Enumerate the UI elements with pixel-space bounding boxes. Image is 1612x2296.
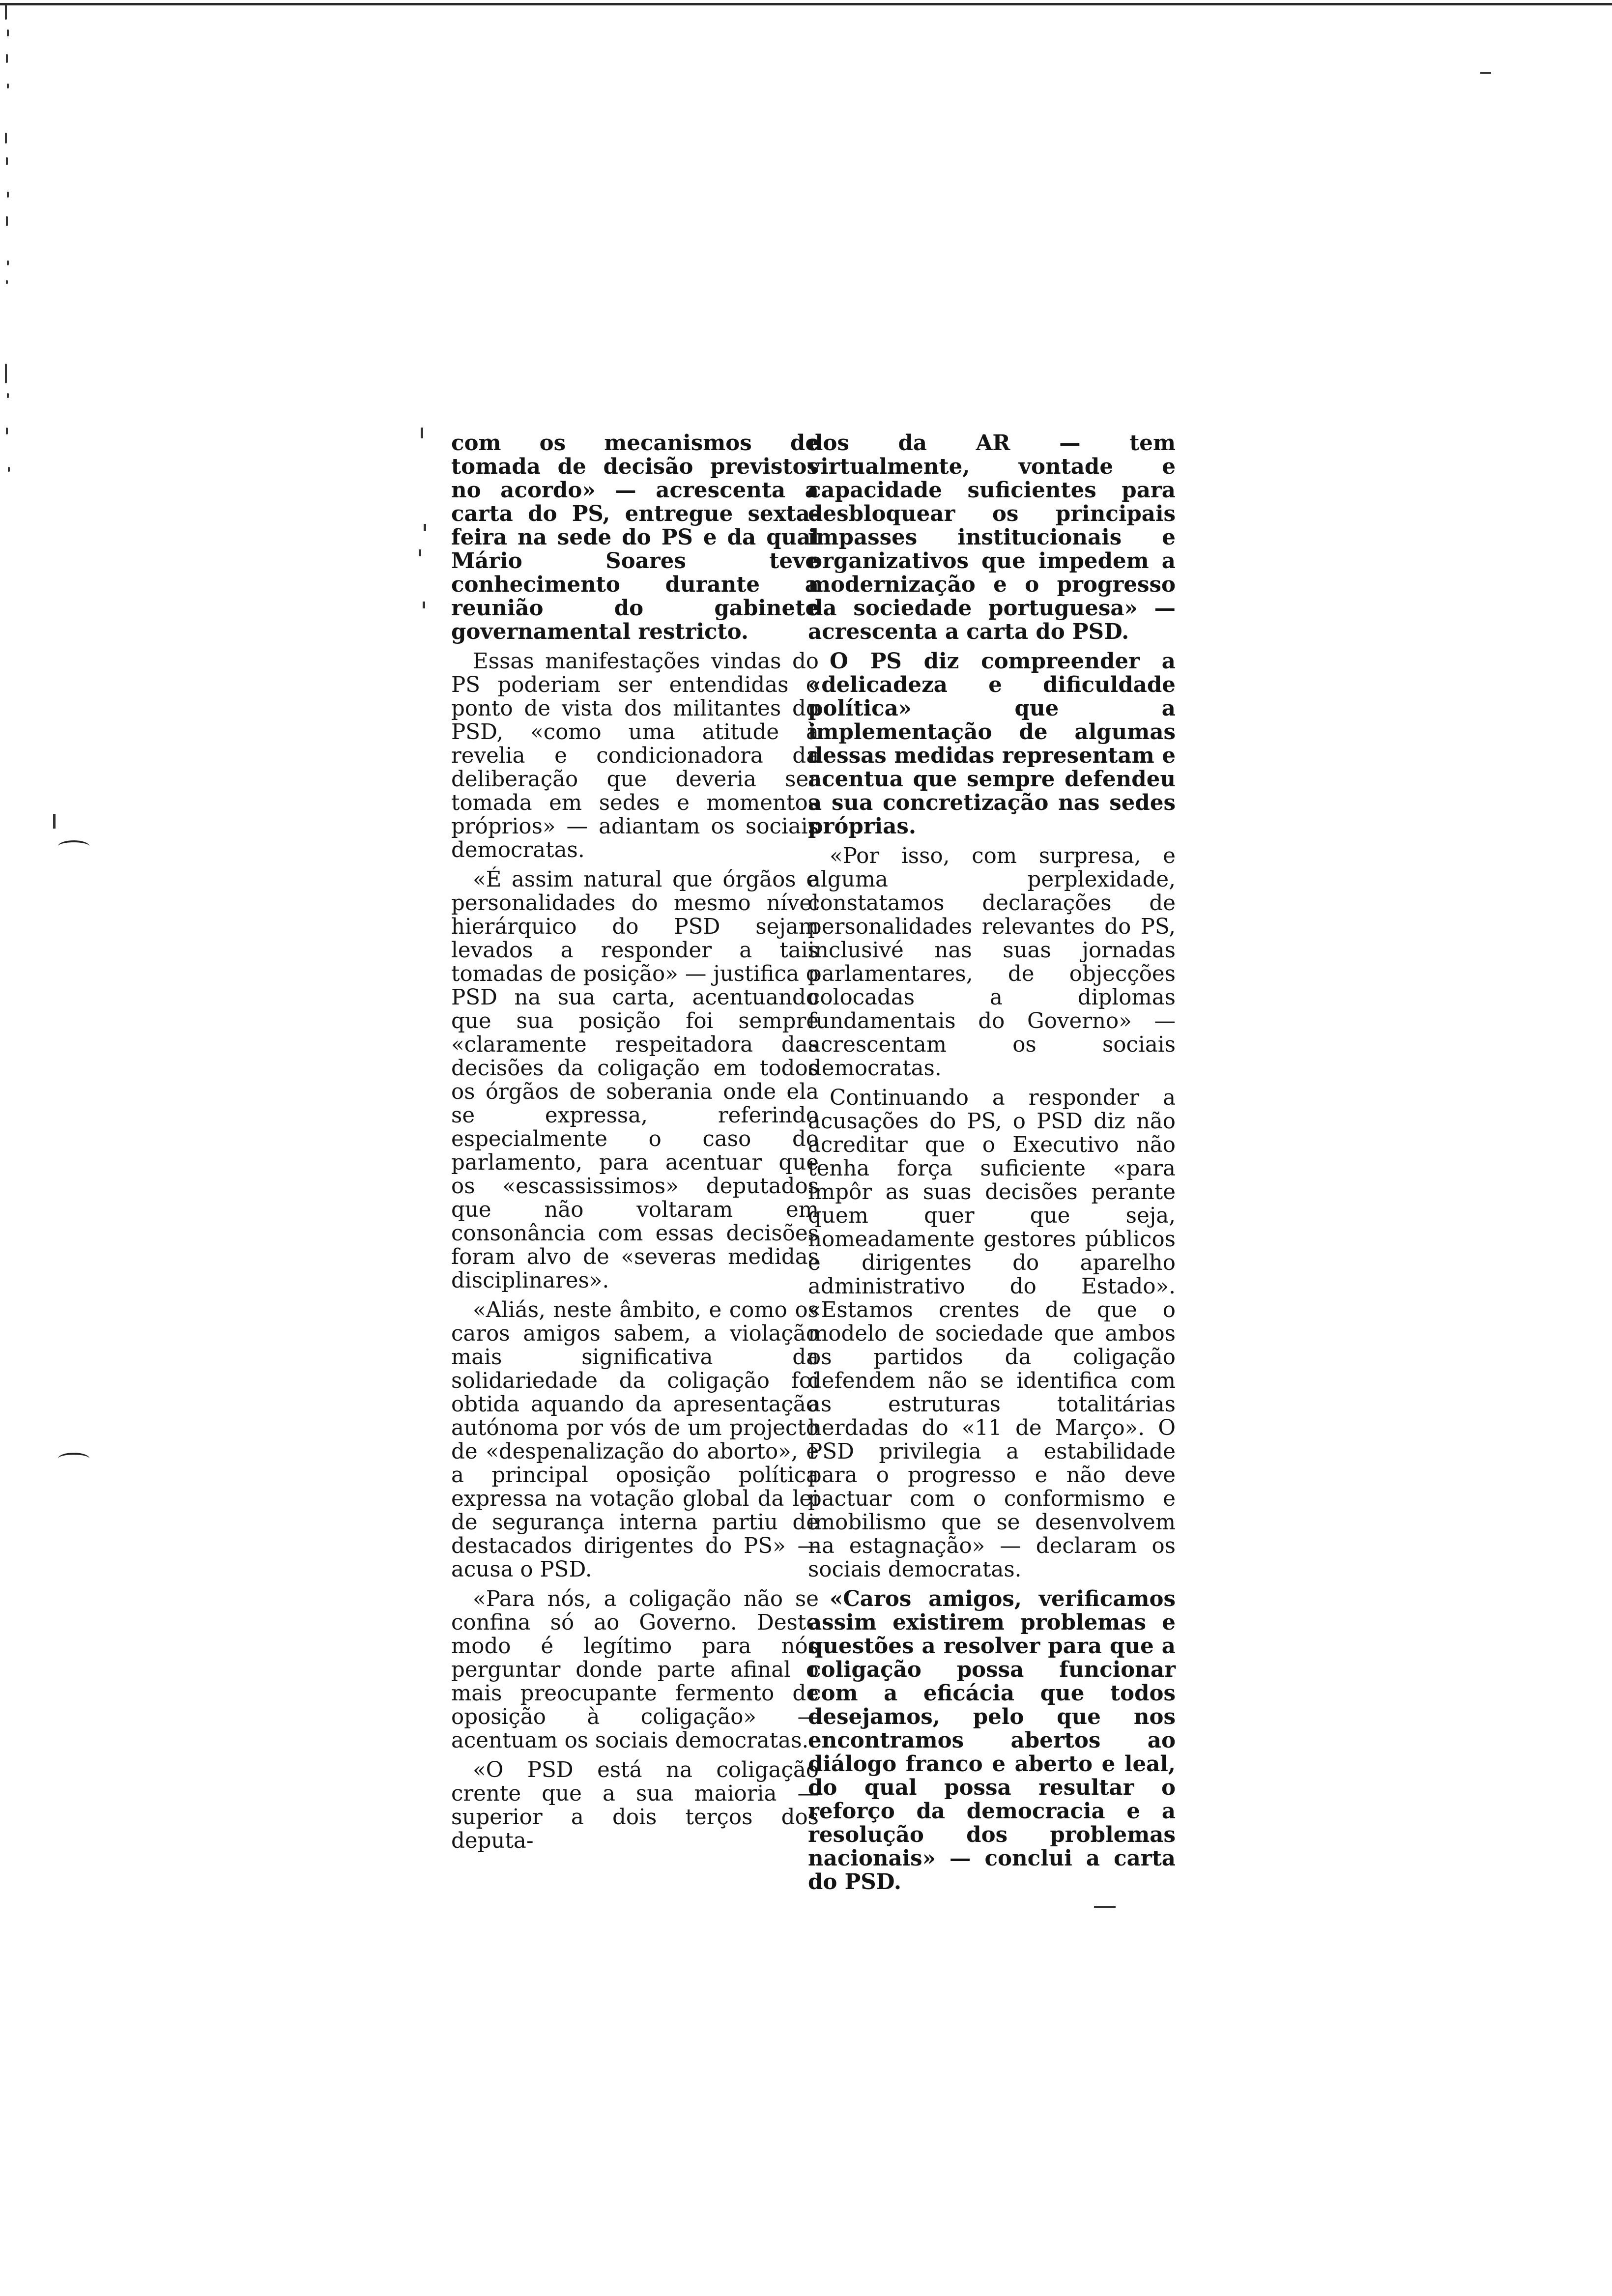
article-right-column bbox=[808, 431, 1176, 1900]
paragraph: dos da AR — tem virtualmente, vontade e capacidade suficientes para desbloquear os principais impasses institucionais e organizativos que impedem a modernização e o progresso da sociedade portuguesa» — acrescenta a carta do PSD. bbox=[808, 430, 1176, 644]
paragraph: Continuando a responder a acusações do PS, o PSD diz não acreditar que o Executivo não tenha força suficiente «para impôr as suas decisões perante quem quer que seja, nomeadamente gestores públicos e dirigentes do aparelho administrativo do Estado». «Estamos crentes de que o modelo de sociedade que ambos os partidos da coligação defendem não se identifica com as estruturas totalitárias herdadas do «11 de Março». O PSD privilegia a estabilidade para o progresso e não deve pactuar com o conformismo e imobilismo que se desenvolvem na estagnação» — declaram os sociais democratas. bbox=[808, 1086, 1176, 1582]
column-tick bbox=[419, 549, 421, 556]
top-rule bbox=[0, 3, 1612, 5]
paragraph: Essas manifestações vindas do PS poderiam ser entendidas o ponto de vista dos militantes do PSD, «como uma atitude à revelia e condicionadora da deliberação que deveria ser tomada em sedes e momentos próprios» — adiantam os sociais democratas. bbox=[451, 649, 819, 862]
paragraph: «Para nós, a coligação não se confina só ao Governo. Deste modo é legítimo para nós perguntar donde parte afinal o mais preocupante fermento de oposição à coligação» — acentuam os sociais democratas. bbox=[451, 1587, 819, 1753]
margin-mark bbox=[53, 814, 56, 829]
column-tick bbox=[421, 428, 423, 438]
paragraph: O PS diz compreender a «delicadeza e dificuldade política» que a implementação de algumas dessas medidas representam e acentua que sempre defendeu a sua concretização nas sedes próprias. bbox=[808, 649, 1176, 839]
margin-curve bbox=[58, 1453, 89, 1464]
paragraph: «Aliás, neste âmbito, e como os caros amigos sabem, a violação mais significativa da solidariedade da coligação foi obtida aquando da apresentação autónoma por vós de um projecto de «despenalização do aborto», e a principal oposição política expressa na votação global da lei de segurança interna partiu de destacados dirigentes do PS» — acusa o PSD. bbox=[451, 1298, 819, 1582]
margin-curve bbox=[58, 840, 89, 852]
margin-dash bbox=[1480, 72, 1491, 74]
column-tick bbox=[424, 524, 426, 531]
column-tick bbox=[423, 602, 425, 608]
scan-margin-marks bbox=[0, 0, 20, 491]
paragraph: «O PSD está na coligação crente que a sua maioria — superior a dois terços dos deputa- bbox=[451, 1758, 819, 1853]
paragraph: «Por isso, com surpresa, e alguma perplexidade, constatamos declarações de personalidades relevantes do PS, inclusivé nas suas jornadas parlamentares, de objecções colocadas a diplomas fundamentais do Governo» — acrescentam os sociais democratas. bbox=[808, 844, 1176, 1081]
article-left-column bbox=[451, 431, 819, 1859]
paragraph: com os mecanismos de tomada de decisão previstos no acordo» — acrescenta a carta do PS, entregue sexta-feira na sede do PS e da qual Mário Soares teve conhecimento durante a reunião do gabinete governamental restricto. bbox=[451, 430, 819, 644]
end-rule bbox=[1094, 1906, 1116, 1908]
paragraph: «É assim natural que órgãos e personalidades do mesmo nível hierárquico do PSD sejam levados a responder a tais tomadas de posição» — justifica o PSD na sua carta, acentuando que sua posição foi sempre «claramente respeitadora das decisões da coligação em todos os órgãos de soberania onde ela se expressa, referindo especialmente o caso do parlamento, para acentuar que os «escassissimos» deputados que não voltaram em consonância com essas decisões foram alvo de «severas medidas disciplinares». bbox=[451, 867, 819, 1293]
paragraph: «Caros amigos, verificamos assim existirem problemas e questões a resolver para que a coligação possa funcionar com a eficácia que todos desejamos, pelo que nos encontramos abertos ao diálogo franco e aberto e leal, do qual possa resultar o reforço da democracia e a resolução dos problemas nacionais» — conclui a carta do PSD. bbox=[808, 1586, 1176, 1894]
